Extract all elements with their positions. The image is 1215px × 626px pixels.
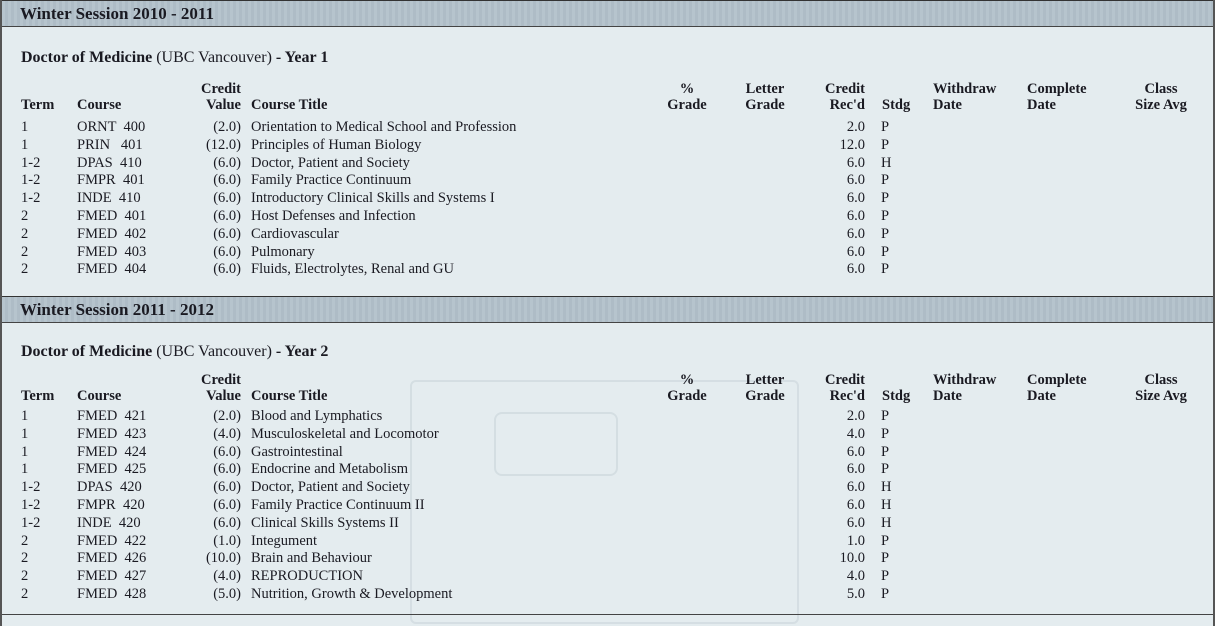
- course-title-cell: Fluids, Electrolytes, Renal and GU: [251, 261, 454, 278]
- term-cell: 2: [21, 225, 29, 242]
- session-title-bar: [2, 296, 1213, 323]
- table-row: [2, 189, 1213, 207]
- table-row: [2, 207, 1213, 225]
- credit-recd-cell: 6.0: [846, 497, 865, 513]
- table-row: [2, 225, 1213, 243]
- term-cell: 2: [21, 243, 29, 260]
- credit-recd-cell: 2.0: [846, 408, 865, 424]
- credit-recd-cell: 6.0: [846, 172, 865, 189]
- standing-cell: P: [881, 443, 890, 460]
- standing-cell: P: [881, 208, 890, 224]
- term-cell: 1-2: [21, 154, 41, 171]
- credit-value-cell: (5.0): [213, 586, 241, 602]
- course-code-cell: DPAS 420: [77, 479, 142, 496]
- table-row: [2, 443, 1213, 461]
- credit-recd-cell: 6.0: [846, 243, 865, 260]
- course-title-cell: Blood and Lymphatics: [251, 408, 383, 424]
- term-cell: 1: [21, 443, 29, 460]
- course-title-cell: Orientation to Medical School and Profession: [251, 119, 517, 135]
- header-withdraw-bottom: Date: [933, 388, 962, 404]
- standing-cell: P: [881, 243, 890, 260]
- course-code-cell: FMED 423: [77, 425, 147, 442]
- session-title-bar: [2, 0, 1213, 27]
- credit-recd-cell: 4.0: [846, 568, 865, 585]
- header-class-bottom: Size Avg: [1135, 388, 1187, 404]
- credit-value-cell: (1.0): [213, 532, 241, 549]
- course-code-cell: FMPR 401: [77, 172, 145, 189]
- header-complete-bottom: Date: [1027, 388, 1056, 404]
- standing-cell: P: [881, 190, 890, 207]
- credit-value-cell: (6.0): [213, 190, 241, 207]
- credit-recd-cell: 2.0: [846, 119, 865, 135]
- course-code-cell: FMED 424: [77, 443, 147, 460]
- credit-value-cell: (6.0): [213, 443, 241, 460]
- header-stdg: Stdg: [882, 388, 911, 404]
- table-row: [2, 496, 1213, 514]
- table-row: [2, 154, 1213, 172]
- standing-cell: P: [881, 568, 890, 585]
- header-credit-value-bottom: Value: [206, 97, 241, 113]
- header-complete-bottom: Date: [1027, 97, 1056, 113]
- credit-recd-cell: 6.0: [846, 154, 865, 171]
- table-row: [2, 514, 1213, 532]
- course-code-cell: FMED 428: [77, 586, 147, 602]
- program-campus: (UBC Vancouver): [152, 49, 276, 66]
- course-title-cell: Principles of Human Biology: [251, 136, 422, 153]
- credit-recd-cell: 1.0: [846, 532, 865, 549]
- header-pct-top: %: [679, 372, 695, 388]
- header-class-bottom: Size Avg: [1135, 97, 1187, 113]
- program-heading: [21, 343, 328, 361]
- term-cell: 1-2: [21, 190, 41, 207]
- header-pct-bottom: Grade: [667, 388, 707, 404]
- credit-value-cell: (6.0): [213, 514, 241, 531]
- course-title-cell: Nutrition, Growth & Development: [251, 586, 453, 602]
- course-title-cell: Introductory Clinical Skills and Systems I: [251, 190, 495, 207]
- header-recd-top: Credit: [824, 372, 865, 388]
- credit-value-cell: (6.0): [213, 172, 241, 189]
- credit-value-cell: (6.0): [213, 461, 241, 478]
- header-withdraw-top: Withdraw: [933, 372, 997, 388]
- program-year: - Year 1: [275, 49, 329, 66]
- header-course-title: Course Title: [251, 97, 328, 113]
- header-stdg: Stdg: [882, 97, 911, 113]
- term-cell: 1-2: [21, 479, 41, 496]
- standing-cell: P: [881, 261, 890, 278]
- header-course: Course: [77, 97, 122, 113]
- table-row: [2, 460, 1213, 478]
- course-title-cell: Family Practice Continuum II: [251, 497, 425, 513]
- table-row: [2, 425, 1213, 443]
- header-recd-bottom: Rec'd: [829, 97, 865, 113]
- term-cell: 1-2: [21, 497, 41, 513]
- standing-cell: P: [881, 136, 890, 153]
- credit-value-cell: (6.0): [213, 225, 241, 242]
- standing-cell: H: [881, 154, 892, 171]
- standing-cell: H: [881, 514, 892, 531]
- course-code-cell: INDE 410: [77, 190, 141, 207]
- header-term: Term: [21, 388, 55, 404]
- course-title-cell: Pulmonary: [251, 243, 315, 260]
- credit-value-cell: (6.0): [213, 243, 241, 260]
- credit-recd-cell: 5.0: [846, 586, 865, 602]
- credit-recd-cell: 4.0: [846, 425, 865, 442]
- course-code-cell: FMED 425: [77, 461, 147, 478]
- credit-value-cell: (10.0): [205, 550, 241, 567]
- header-class-top: Class: [1144, 81, 1178, 97]
- section-divider: [2, 614, 1213, 615]
- credit-value-cell: (12.0): [205, 136, 241, 153]
- credit-value-cell: (6.0): [213, 261, 241, 278]
- standing-cell: P: [881, 119, 890, 135]
- term-cell: 2: [21, 261, 29, 278]
- course-title-cell: Family Practice Continuum: [251, 172, 412, 189]
- header-credit-value-top: Credit: [200, 81, 241, 97]
- course-code-cell: FMED 426: [77, 550, 147, 567]
- program-year: - Year 2: [275, 343, 329, 360]
- course-title-cell: Cardiovascular: [251, 225, 339, 242]
- header-letter-bottom: Grade: [745, 97, 785, 113]
- course-code-cell: FMED 427: [77, 568, 147, 585]
- credit-value-cell: (6.0): [213, 208, 241, 224]
- course-title-cell: Clinical Skills Systems II: [251, 514, 399, 531]
- course-code-cell: FMPR 420: [77, 497, 145, 513]
- course-title-cell: Gastrointestinal: [251, 443, 343, 460]
- standing-cell: P: [881, 225, 890, 242]
- term-cell: 1-2: [21, 172, 41, 189]
- credit-value-cell: (6.0): [213, 497, 241, 513]
- header-class-top: Class: [1144, 372, 1178, 388]
- course-title-cell: Musculoskeletal and Locomotor: [251, 425, 439, 442]
- credit-recd-cell: 12.0: [839, 136, 865, 153]
- term-cell: 2: [21, 568, 29, 585]
- standing-cell: H: [881, 479, 892, 496]
- table-row: [2, 407, 1213, 425]
- header-credit-value-top: Credit: [200, 372, 241, 388]
- course-title-cell: Integument: [251, 532, 318, 549]
- header-pct-bottom: Grade: [667, 97, 707, 113]
- credit-recd-cell: 6.0: [846, 208, 865, 224]
- table-row: [2, 171, 1213, 189]
- header-letter-top: Letter: [745, 372, 785, 388]
- course-code-cell: INDE 420: [77, 514, 141, 531]
- table-row: [2, 136, 1213, 154]
- credit-recd-cell: 6.0: [846, 461, 865, 478]
- table-row: [2, 118, 1213, 136]
- standing-cell: H: [881, 497, 892, 513]
- course-code-cell: FMED 404: [77, 261, 147, 278]
- term-cell: 2: [21, 550, 29, 567]
- credit-recd-cell: 6.0: [846, 190, 865, 207]
- course-code-cell: FMED 421: [77, 408, 147, 424]
- table-row: [2, 549, 1213, 567]
- header-complete-top: Complete: [1027, 81, 1087, 97]
- term-cell: 1: [21, 136, 29, 153]
- course-code-cell: PRIN 401: [77, 136, 143, 153]
- credit-value-cell: (6.0): [213, 479, 241, 496]
- header-letter-top: Letter: [745, 81, 785, 97]
- standing-cell: P: [881, 532, 890, 549]
- table-row: [2, 260, 1213, 278]
- course-code-cell: FMED 403: [77, 243, 147, 260]
- table-row: [2, 532, 1213, 550]
- session-title: Winter Session 2010 - 2011: [20, 4, 214, 23]
- course-code-cell: DPAS 410: [77, 154, 142, 171]
- header-credit-value-bottom: Value: [206, 388, 241, 404]
- standing-cell: P: [881, 461, 890, 478]
- term-cell: 1: [21, 425, 29, 442]
- header-complete-top: Complete: [1027, 372, 1087, 388]
- standing-cell: P: [881, 172, 890, 189]
- table-row: [2, 478, 1213, 496]
- program-name: Doctor of Medicine: [21, 49, 153, 66]
- table-row: [2, 243, 1213, 261]
- program-heading: [21, 49, 328, 67]
- credit-value-cell: (4.0): [213, 568, 241, 585]
- term-cell: 2: [21, 532, 29, 549]
- term-cell: 2: [21, 586, 29, 602]
- table-row: [2, 585, 1213, 603]
- course-title-cell: REPRODUCTION: [251, 568, 363, 585]
- term-cell: 2: [21, 208, 29, 224]
- credit-recd-cell: 6.0: [846, 479, 865, 496]
- header-recd-bottom: Rec'd: [829, 388, 865, 404]
- header-withdraw-top: Withdraw: [933, 81, 997, 97]
- credit-value-cell: (2.0): [213, 408, 241, 424]
- standing-cell: P: [881, 586, 890, 602]
- course-code-cell: ORNT 400: [77, 119, 146, 135]
- course-code-cell: FMED 402: [77, 225, 147, 242]
- credit-recd-cell: 6.0: [846, 261, 865, 278]
- credit-recd-cell: 6.0: [846, 225, 865, 242]
- header-course-title: Course Title: [251, 388, 328, 404]
- term-cell: 1: [21, 408, 29, 424]
- course-code-cell: FMED 422: [77, 532, 147, 549]
- header-pct-top: %: [679, 81, 695, 97]
- course-title-cell: Endocrine and Metabolism: [251, 461, 409, 478]
- header-course: Course: [77, 388, 122, 404]
- program-name: Doctor of Medicine: [21, 343, 153, 360]
- course-title-cell: Brain and Behaviour: [251, 550, 372, 567]
- header-recd-top: Credit: [824, 81, 865, 97]
- term-cell: 1: [21, 461, 29, 478]
- credit-value-cell: (4.0): [213, 425, 241, 442]
- course-title-cell: Doctor, Patient and Society: [251, 154, 410, 171]
- course-code-cell: FMED 401: [77, 208, 147, 224]
- credit-recd-cell: 6.0: [846, 443, 865, 460]
- standing-cell: P: [881, 408, 890, 424]
- credit-value-cell: (6.0): [213, 154, 241, 171]
- term-cell: 1: [21, 119, 29, 135]
- program-campus: (UBC Vancouver): [152, 343, 276, 360]
- course-title-cell: Host Defenses and Infection: [251, 208, 416, 224]
- table-row: [2, 567, 1213, 585]
- term-cell: 1-2: [21, 514, 41, 531]
- session-title: Winter Session 2011 - 2012: [20, 300, 214, 319]
- credit-value-cell: (2.0): [213, 119, 241, 135]
- header-letter-bottom: Grade: [745, 388, 785, 404]
- course-title-cell: Doctor, Patient and Society: [251, 479, 410, 496]
- standing-cell: P: [881, 550, 890, 567]
- credit-recd-cell: 10.0: [839, 550, 865, 567]
- header-term: Term: [21, 97, 55, 113]
- standing-cell: P: [881, 425, 890, 442]
- credit-recd-cell: 6.0: [846, 514, 865, 531]
- header-withdraw-bottom: Date: [933, 97, 962, 113]
